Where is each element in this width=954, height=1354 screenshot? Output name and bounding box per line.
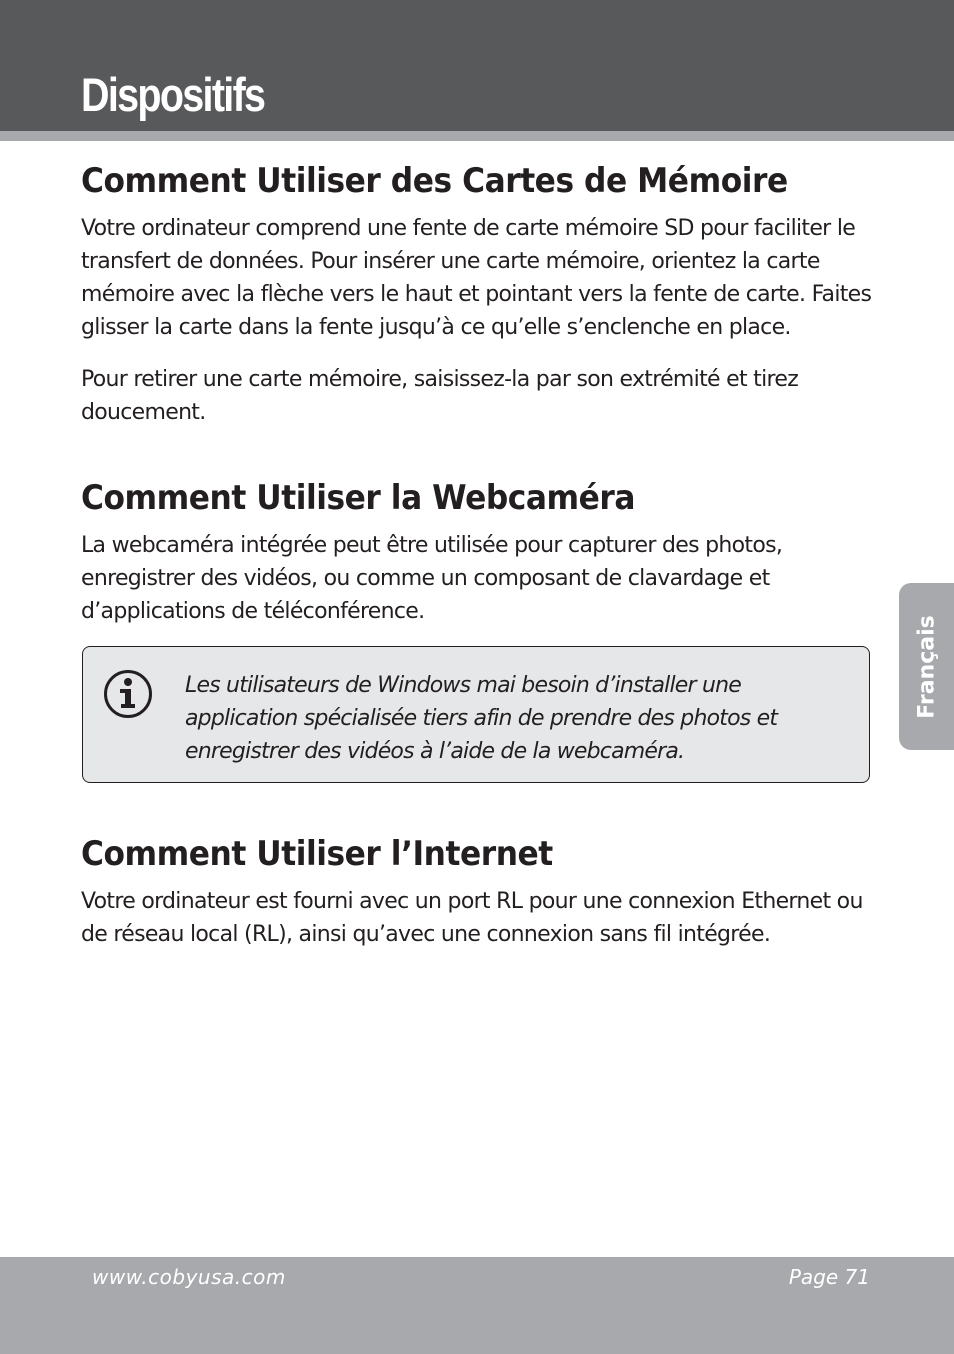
page-number: Page 71 [788, 1265, 870, 1289]
memory-cards-paragraph-1: Votre ordinateur comprend une fente de carte mémoire SD pour faciliter le transfert de données. Pour insérer une carte mémoire, orientez la carte mémoire avec la flèche vers le haut et pointant vers la fente de carte. Faites glisser la carte dans la fente jusqu’à ce qu’elle s’enclenche en place. [81, 216, 872, 340]
note-box [82, 646, 870, 783]
note-text: Les utilisateurs de Windows mai besoin d’installer une application spécialisée tiers afin de prendre des photos et enregistrer des vidéos à l’aide de la webcaméra. [185, 673, 778, 764]
section-heading-memory-cards: Comment Utiliser des Cartes de Mémoire [81, 161, 788, 201]
info-icon [103, 669, 153, 719]
footer-url[interactable]: www.cobyusa.com [92, 1265, 286, 1289]
header-stripe [0, 131, 954, 141]
webcam-paragraph: La webcaméra intégrée peut être utilisée pour capturer des photos, enregistrer des vidéos, ou comme un composant de clavardage et d’applications de téléconférence. [81, 533, 783, 624]
section-heading-webcam: Comment Utiliser la Webcaméra [81, 478, 635, 518]
internet-paragraph: Votre ordinateur est fourni avec un port RL pour une connexion Ethernet ou de réseau local (RL), ainsi qu’avec une connexion sans fil intégrée. [81, 889, 863, 947]
language-tab[interactable] [899, 583, 954, 750]
language-tab-label: Français [914, 614, 939, 719]
memory-cards-paragraph-2: Pour retirer une carte mémoire, saisissez-la par son extrémité et tirez doucement. [81, 367, 799, 425]
section-heading-internet: Comment Utiliser l’Internet [81, 834, 553, 874]
page-title: Dispositifs [81, 68, 265, 121]
